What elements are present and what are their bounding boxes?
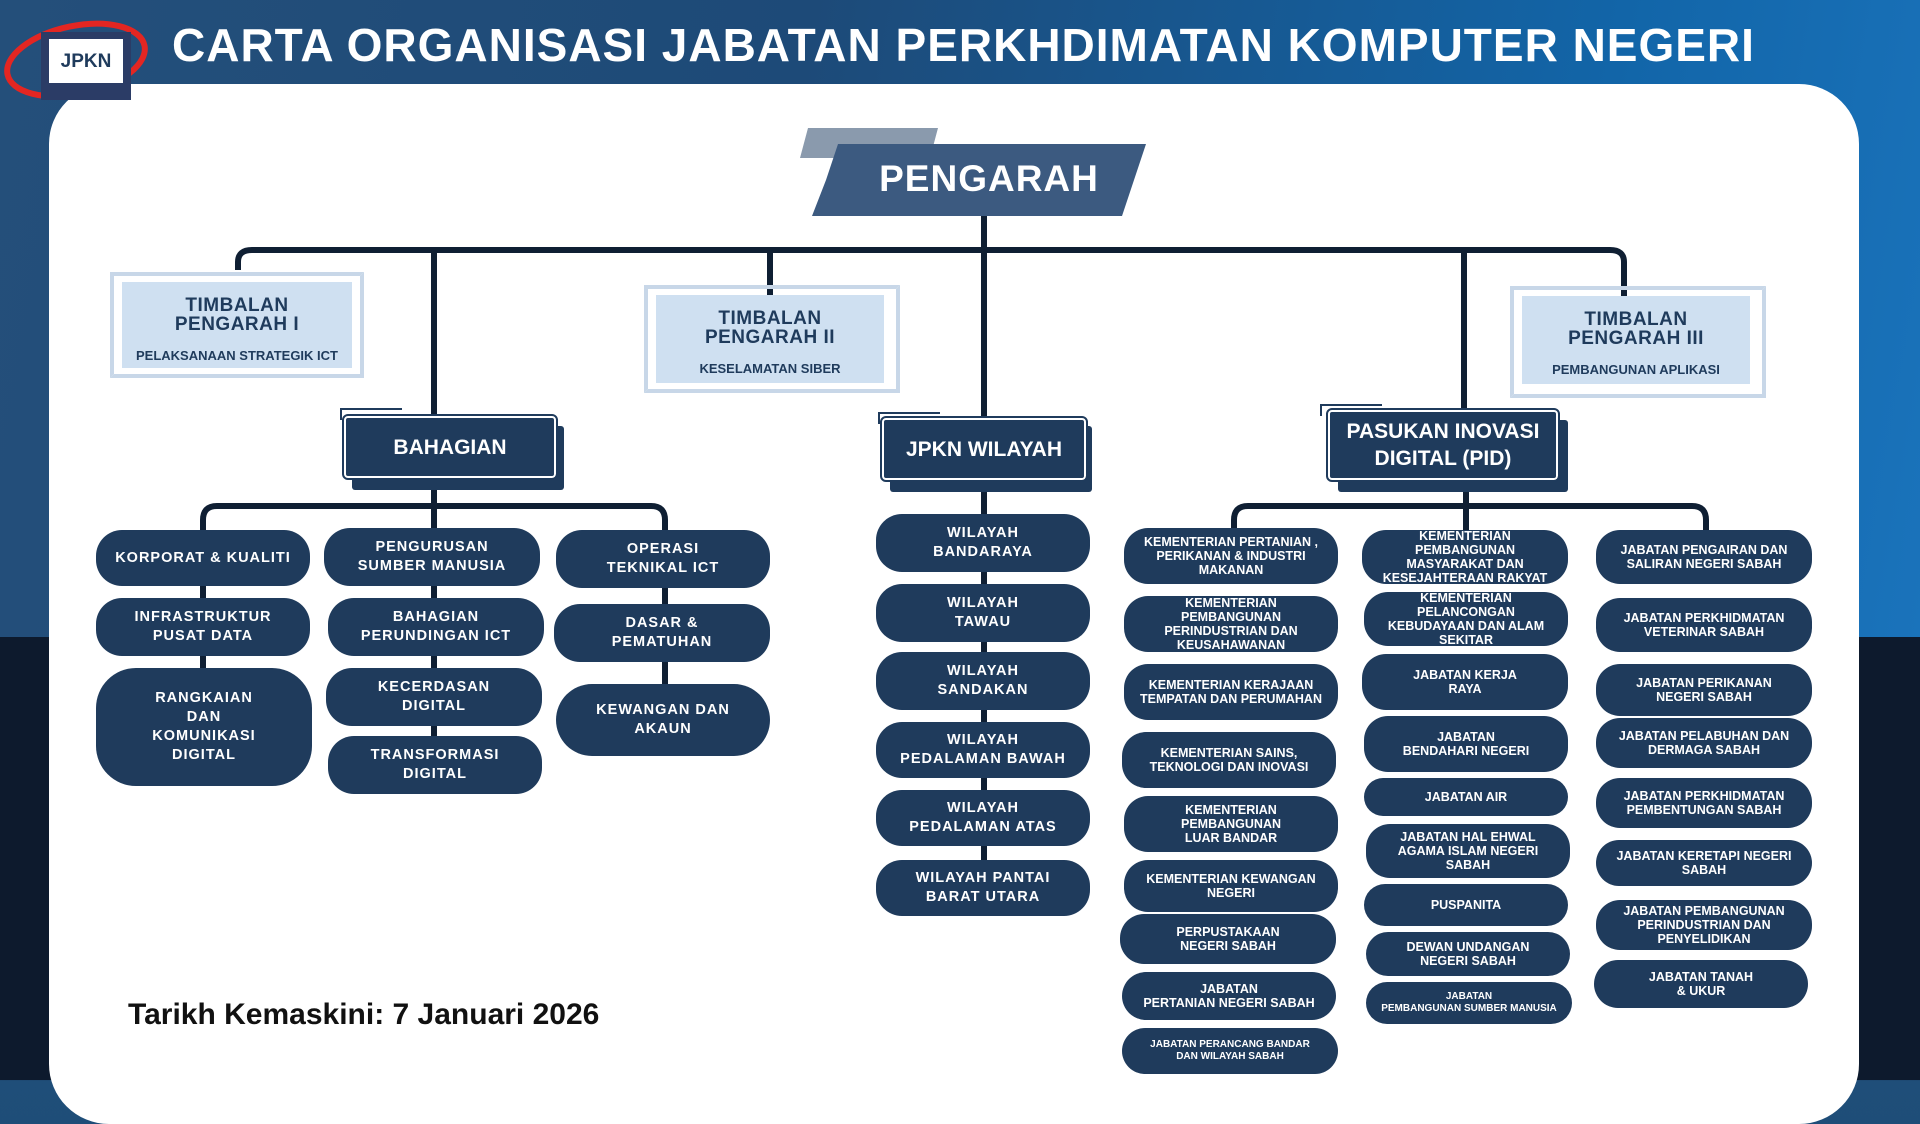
pid-item: JABATAN PEMBANGUNAN PERINDUSTRIAN DAN PENYELIDIKAN	[1596, 900, 1812, 950]
bahagian-item: KEWANGAN DAN AKAUN	[556, 684, 770, 756]
bahagian-item: DASAR & PEMATUHAN	[554, 604, 770, 662]
pid-item: KEMENTERIAN PEMBANGUNAN MASYARAKAT DAN KESEJAHTERAAN RAKYAT	[1362, 530, 1568, 584]
pid-item: JABATAN BENDAHARI NEGERI	[1364, 716, 1568, 772]
pid-label: PASUKAN INOVASI DIGITAL (PID)	[1328, 410, 1558, 480]
pid-item: KEMENTERIAN KERAJAAN TEMPATAN DAN PERUMAHAN	[1124, 664, 1338, 720]
pid-item: DEWAN UNDANGAN NEGERI SABAH	[1366, 932, 1570, 976]
wilayah-label: JPKN WILAYAH	[882, 418, 1086, 480]
pid-item: KEMENTERIAN KEWANGAN NEGERI	[1124, 860, 1338, 912]
bahagian-item: TRANSFORMASI DIGITAL	[328, 736, 542, 794]
pid-item: JABATAN PELABUHAN DAN DERMAGA SABAH	[1596, 718, 1812, 768]
pid-item: JABATAN PEMBANGUNAN SUMBER MANUSIA	[1366, 982, 1572, 1024]
pid-item: JABATAN PERKHIDMATAN PEMBENTUNGAN SABAH	[1596, 778, 1812, 828]
pid-item: JABATAN PERKHIDMATAN VETERINAR SABAH	[1596, 598, 1812, 652]
pid-item: JABATAN PERIKANAN NEGERI SABAH	[1596, 664, 1812, 716]
bahagian-label: BAHAGIAN	[344, 416, 556, 478]
bahagian-item: KECERDASAN DIGITAL	[326, 668, 542, 726]
bahagian-item: RANGKAIAN DAN KOMUNIKASI DIGITAL	[96, 668, 312, 786]
deputy-1-subtitle: PELAKSANAAN STRATEGIK ICT	[136, 348, 338, 363]
page-title: CARTA ORGANISASI JABATAN PERKHDIMATAN KOMPUTER NEGERI	[172, 19, 1755, 71]
deputy-2-title: TIMBALAN PENGARAH II	[704, 308, 836, 348]
wilayah-item: WILAYAH TAWAU	[876, 584, 1090, 642]
pid-item: KEMENTERIAN PEMBANGUNAN LUAR BANDAR	[1124, 796, 1338, 852]
wilayah-item: WILAYAH PEDALAMAN ATAS	[876, 790, 1090, 846]
pid-item: KEMENTERIAN PELANCONGAN KEBUDAYAAN DAN ALAM SEKITAR	[1364, 592, 1568, 646]
bahagian-item: PENGURUSAN SUMBER MANUSIA	[324, 528, 540, 586]
pid-item: JABATAN PERANCANG BANDAR DAN WILAYAH SABAH	[1122, 1028, 1338, 1074]
bahagian-item: INFRASTRUKTUR PUSAT DATA	[96, 598, 310, 656]
bahagian-item: OPERASI TEKNIKAL ICT	[556, 530, 770, 588]
director-node	[800, 128, 1146, 216]
pid-item: PERPUSTAKAAN NEGERI SABAH	[1120, 914, 1336, 964]
pid-item: KEMENTERIAN SAINS, TEKNOLOGI DAN INOVASI	[1122, 732, 1336, 788]
pid-item: JABATAN KERETAPI NEGERI SABAH	[1596, 840, 1812, 886]
deputy-3-subtitle: PEMBANGUNAN APLIKASI	[1552, 362, 1720, 377]
wilayah-item: WILAYAH BANDARAYA	[876, 514, 1090, 572]
pid-item: KEMENTERIAN PEMBANGUNAN PERINDUSTRIAN DAN KEUSAHAWANAN	[1124, 596, 1338, 652]
deputy-2-subtitle: KESELAMATAN SIBER	[699, 361, 841, 376]
wilayah-item: WILAYAH SANDAKAN	[876, 652, 1090, 710]
wilayah-item: WILAYAH PEDALAMAN BAWAH	[876, 722, 1090, 778]
pid-item: JABATAN HAL EHWAL AGAMA ISLAM NEGERI SABAH	[1366, 824, 1570, 878]
pid-item: JABATAN AIR	[1364, 778, 1568, 816]
bahagian-item: KORPORAT & KUALITI	[96, 530, 310, 586]
pid-item: JABATAN PENGAIRAN DAN SALIRAN NEGERI SABAH	[1596, 530, 1812, 584]
pid-item: JABATAN PERTANIAN NEGERI SABAH	[1122, 972, 1336, 1020]
deputy-1-title: TIMBALAN PENGARAH I	[174, 295, 300, 335]
logo-text: JPKN	[60, 51, 112, 72]
director-label: PENGARAH	[879, 158, 1099, 199]
last-updated: Tarikh Kemaskini: 7 Januari 2026	[128, 998, 600, 1031]
pid-item: JABATAN TANAH & UKUR	[1594, 960, 1808, 1008]
bahagian-item: BAHAGIAN PERUNDINGAN ICT	[328, 598, 544, 656]
pid-item: JABATAN KERJA RAYA	[1362, 654, 1568, 710]
pid-item: KEMENTERIAN PERTANIAN , PERIKANAN & INDUSTRI MAKANAN	[1124, 528, 1338, 584]
wilayah-item: WILAYAH PANTAI BARAT UTARA	[876, 860, 1090, 916]
pid-item: PUSPANITA	[1364, 884, 1568, 926]
deputy-3-title: TIMBALAN PENGARAH III	[1568, 309, 1704, 349]
